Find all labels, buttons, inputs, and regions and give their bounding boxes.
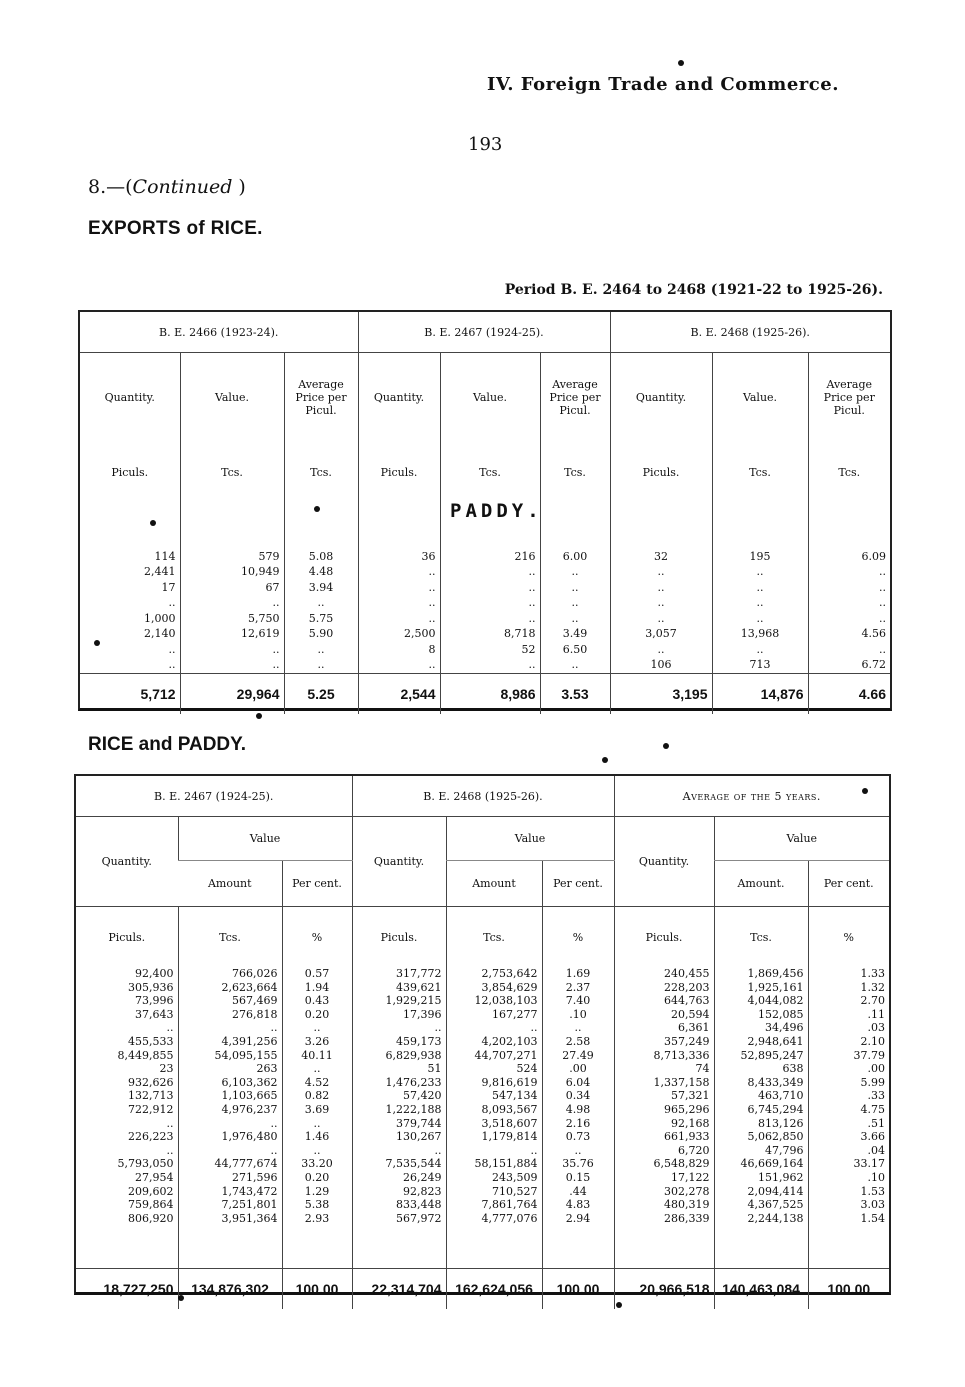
unit-percent: %	[282, 907, 352, 968]
ink-blot	[663, 743, 669, 749]
data-column: 0.57 1.94 0.43 0.20 .. 3.26 40.11 .. 4.52 0.82 3.69 .. 1.46 .. 33.20 0.20 1.29 5.38 2.93	[282, 967, 352, 1268]
total-cell: 3,195	[610, 673, 712, 714]
data-column: 240,455 228,203 644,763 20,594 6,361 357,249 8,713,336 74 1,337,158 57,321 965,296 92,168 661,933 6,720 6,548,829 17,122 302,278 480,319 286,339	[614, 967, 714, 1268]
data-column: 1.69 2.37 7.40 .10 .. 2.58 27.49 .00 6.04 0.34 4.98 2.16 0.73 .. 35.76 0.15 .44 4.83 2.94	[542, 967, 614, 1268]
total-cell: 29,964	[180, 673, 284, 714]
data-column: 5.08 4.48 3.94 .. 5.75 5.90 .. ..	[284, 503, 358, 674]
unit-ticals: Tcs.	[180, 443, 284, 503]
group-1925-26: B. E. 2468 (1925-26).	[352, 776, 614, 817]
total-cell: 5,712	[80, 673, 180, 714]
total-cell: 140,463,084	[714, 1268, 808, 1309]
data-column: 114 2,441 17 .. 1,000 2,140 .. ..	[144, 549, 176, 671]
ink-blot	[602, 757, 608, 763]
total-cell: 8,986	[440, 673, 540, 714]
col-value: Value.	[180, 353, 284, 443]
col-average-price: Average Price per Picul.	[284, 353, 358, 443]
unit-piculs: Piculs.	[108, 930, 146, 944]
total-cell: 134,876,302	[178, 1268, 282, 1309]
unit-piculs: Piculs.	[610, 443, 712, 503]
unit-ticals: Tcs.	[446, 907, 542, 968]
total-cell: 162,624,056	[446, 1268, 542, 1309]
col-percent: Per cent.	[808, 861, 889, 907]
col-amount: Amount.	[714, 861, 808, 907]
col-value: Value.	[712, 353, 808, 443]
total-cell: 4.66	[808, 673, 890, 714]
total-cell: 18,727,250	[76, 1268, 178, 1309]
data-column: 2,753,642 3,854,629 12,038,103 167,277 .. 4,202,103 44,707,271 524 9,816,619 547,134 8,093,567 3,518,607 1,179,814 .. 58,151,884 243,509 710,527 7,861,764 4,777,076	[446, 967, 542, 1268]
ink-blot	[178, 1295, 184, 1301]
total-cell: 100.00	[542, 1268, 614, 1309]
col-amount: Amount	[446, 861, 542, 907]
unit-ticals: Tcs.	[440, 443, 540, 503]
data-column: 1,869,456 1,925,161 4,044,082 152,085 34,496 2,948,641 52,895,247 638 8,433,349 463,710 6,745,294 813,126 5,062,850 47,796 46,669,164 151,962 2,094,414 4,367,525 2,244,138	[714, 967, 808, 1268]
col-value: Value	[178, 817, 352, 861]
data-column: 1.33 1.32 2.70 .11 .03 2.10 37.79 .00 5.99 .33 4.75 .51 3.66 .04 33.17 .10 1.53 3.03 1.54	[808, 967, 889, 1268]
total-cell: 2,544	[358, 673, 440, 714]
unit-ticals: Tcs.	[284, 443, 358, 503]
unit-piculs: Piculs.	[352, 907, 446, 968]
unit-piculs: Piculs.	[358, 443, 440, 503]
unit-piculs: Piculs.	[111, 466, 149, 479]
ink-blot	[678, 60, 684, 66]
group-1924-25: B. E. 2467 (1924-25).	[76, 776, 352, 817]
data-column: 195 .. .. .. .. 13,968 .. 713	[712, 503, 808, 674]
data-column: 32 .. .. .. .. 3,057 .. 106	[610, 503, 712, 674]
total-cell: 100.00	[282, 1268, 352, 1309]
data-column: 216 .. .. .. .. 8,718 52 ..	[440, 503, 540, 674]
data-column: 6.00 .. .. .. .. 3.49 6.50 ..	[540, 503, 610, 674]
page-number: 193	[468, 134, 503, 155]
col-value: Value.	[440, 353, 540, 443]
section-suffix: )	[238, 176, 246, 198]
group-1924-25: B. E. 2467 (1924-25).	[358, 312, 610, 353]
unit-percent: %	[808, 907, 889, 968]
unit-ticals: Tcs.	[712, 443, 808, 503]
exports-title: EXPORTS of RICE.	[88, 218, 263, 239]
col-quantity: Quantity.	[76, 817, 178, 907]
ink-blot	[314, 506, 320, 512]
unit-piculs: Piculs.	[614, 907, 714, 968]
col-quantity: Quantity.	[352, 817, 446, 907]
col-quantity: Quantity.	[358, 353, 440, 443]
ink-blot	[256, 713, 262, 719]
page-header: IV. Foreign Trade and Commerce.	[487, 74, 839, 95]
ink-blot	[616, 1302, 622, 1308]
paddy-subheading: PADDY.	[450, 500, 543, 522]
period-label: Period B. E. 2464 to 2468 (1921-22 to 1925-26).	[504, 282, 883, 298]
ink-blot	[862, 788, 868, 794]
section-prefix: 8.—(	[88, 176, 133, 198]
total-cell: 5.25	[284, 673, 358, 714]
rice-and-paddy-title: RICE and PADDY.	[88, 734, 247, 755]
group-average-5-years: Average of the 5 years.	[614, 776, 889, 817]
unit-ticals: Tcs.	[540, 443, 610, 503]
section-continued	[88, 176, 246, 198]
col-quantity: Quantity.	[614, 817, 714, 907]
data-column: 766,026 2,623,664 567,469 276,818 .. 4,391,256 54,095,155 263 6,103,362 1,103,665 4,976,237 .. 1,976,480 .. 44,777,674 271,596 1,743,472 7,251,801 3,951,364	[178, 967, 282, 1268]
unit-ticals: Tcs.	[178, 907, 282, 968]
unit-ticals: Tcs.	[714, 907, 808, 968]
col-quantity: Quantity.	[104, 391, 155, 405]
col-quantity: Quantity.	[610, 353, 712, 443]
col-value: Value	[714, 817, 889, 861]
group-1923-24: B. E. 2466 (1923-24).	[80, 312, 358, 353]
total-cell: 3.53	[540, 673, 610, 714]
col-percent: Per cent.	[282, 861, 352, 907]
ink-blot	[150, 520, 156, 526]
data-column: 6.09 .. .. .. .. 4.56 .. 6.72	[808, 503, 890, 674]
total-cell: 100.00	[808, 1268, 889, 1309]
total-cell: 22,314,704	[352, 1268, 446, 1309]
data-column: 36 .. .. .. .. 2,500 8 ..	[358, 503, 440, 674]
total-cell: 20,966,518	[614, 1268, 714, 1309]
data-column: 92,400 305,936 73,996 37,643 .. 455,533 8,449,855 23 932,626 132,713 722,912 .. 226,223 .. 5,793,050 27,954 209,602 759,864 806,920	[117, 967, 174, 1225]
col-amount: Amount	[178, 861, 282, 907]
unit-ticals: Tcs.	[808, 443, 890, 503]
col-value: Value	[446, 817, 614, 861]
data-column: 579 10,949 67 .. 5,750 12,619 .. ..	[180, 503, 284, 674]
section-continued-word: Continued	[132, 176, 233, 198]
col-percent: Per cent.	[542, 861, 614, 907]
group-1925-26: B. E. 2468 (1925-26).	[610, 312, 890, 353]
col-average-price: Average Price per Picul.	[540, 353, 610, 443]
unit-percent: %	[542, 907, 614, 968]
data-column: 317,772 439,621 1,929,215 17,396 .. 459,173 6,829,938 51 1,476,233 57,420 1,222,188 379,744 130,267 .. 7,535,544 26,249 92,823 833,448 567,972	[352, 967, 446, 1268]
col-average-price: Average Price per Picul.	[808, 353, 890, 443]
ink-blot	[94, 640, 100, 646]
total-cell: 14,876	[712, 673, 808, 714]
rice-paddy-table	[76, 776, 889, 1309]
